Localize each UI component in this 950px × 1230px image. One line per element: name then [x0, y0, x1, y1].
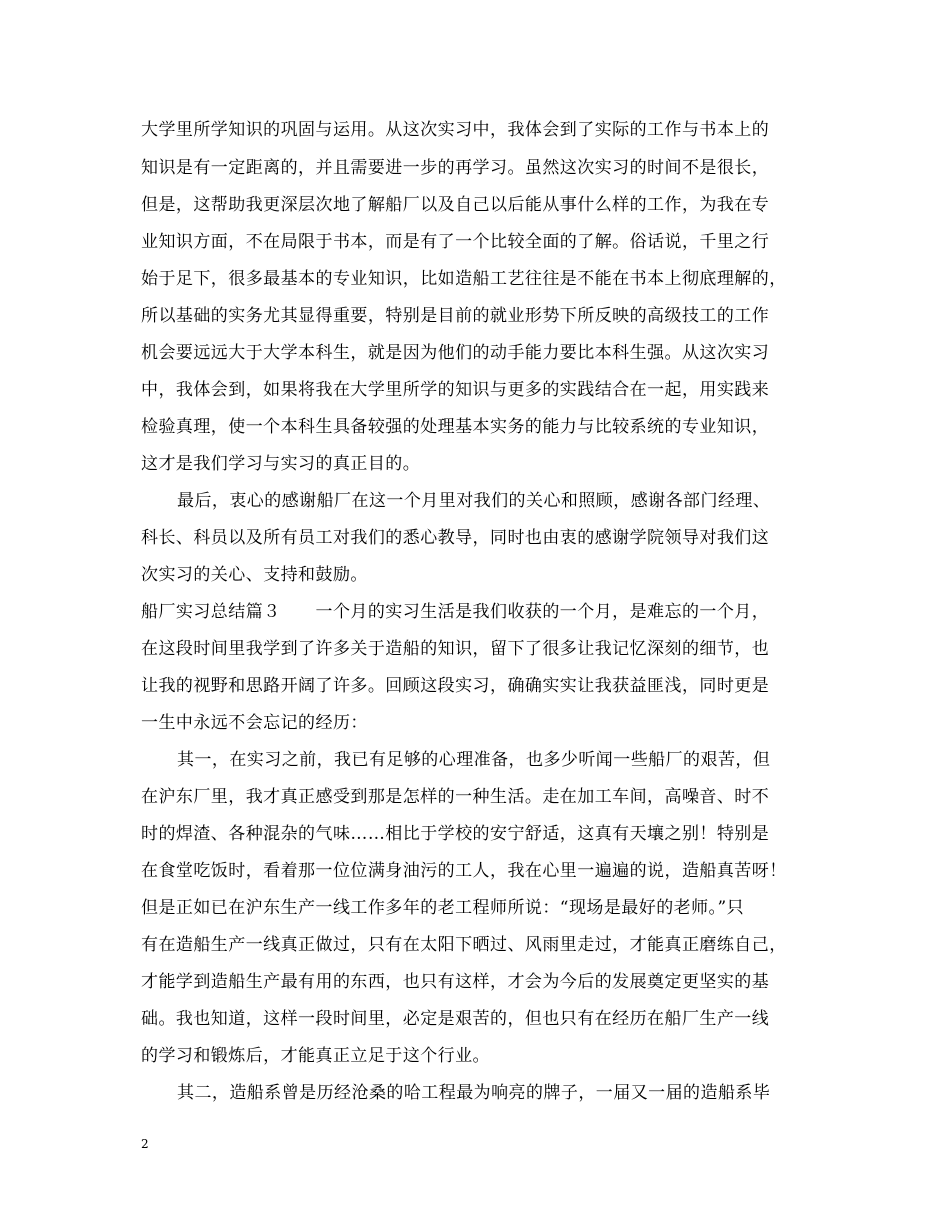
text-line: 知识是有一定距离的，并且需要进一步的再学习。虽然这次实习的时间不是很长，	[141, 158, 770, 178]
text-line: 础。我也知道，这样一段时间里，必定是艰苦的，但也只有在经历在船厂生产一线	[141, 1009, 770, 1029]
text-line: 科长、科员以及所有员工对我们的悉心教导，同时也由衷的感谢学院领导对我们这	[141, 528, 770, 548]
text-line: 机会要远远大于大学本科生，就是因为他们的动手能力要比本科生强。从这次实习	[141, 343, 770, 363]
page-number: 2	[141, 1137, 149, 1151]
text-line: 中，我体会到，如果将我在大学里所学的知识与更多的实践结合在一起，用实践来	[141, 380, 770, 400]
text-line: 大学里所学知识的巩固与运用。从这次实习中，我体会到了实际的工作与书本上的	[141, 120, 770, 140]
text-line: 其二，造船系曾是历经沧桑的哈工程最为响亮的牌子，一届又一届的造船系毕	[177, 1083, 771, 1103]
text-line: 始于足下，很多最基本的专业知识，比如造船工艺往往是不能在书本上彻底理解的，	[141, 269, 787, 289]
text-line: 检验真理，使一个本科生具备较强的处理基本实务的能力与比较系统的专业知识，	[141, 417, 770, 437]
text-line: 次实习的关心、支持和鼓励。	[141, 565, 368, 585]
text-line: 其一，在实习之前，我已有足够的心理准备，也多少听闻一些船厂的艰苦，但	[177, 750, 771, 770]
text-line: 才能学到造船生产最有用的东西，也只有这样，才会为今后的发展奠定更坚实的基	[141, 972, 770, 992]
text-line: 这才是我们学习与实习的真正目的。	[141, 454, 421, 474]
section-heading-line: 船厂实习总结篇３ 一个月的实习生活是我们收获的一个月，是难忘的一个月，	[141, 602, 770, 622]
text-line: 有在造船生产一线真正做过，只有在太阳下晒过、风雨里走过，才能真正磨练自己，	[141, 935, 787, 955]
text-line: 一生中永远不会忘记的经历：	[141, 713, 368, 733]
text-line: 在沪东厂里，我才真正感受到那是怎样的一种生活。走在加工车间，高噪音、时不	[141, 787, 770, 807]
text-line: 但是正如已在沪东生产一线工作多年的老工程师所说：“现场是最好的老师。”只	[141, 898, 745, 918]
text-line: 在食堂吃饭时，看着那一位位满身油污的工人，我在心里一遍遍的说，造船真苦呀！	[141, 861, 787, 881]
text-line: 在这段时间里我学到了许多关于造船的知识，留下了很多让我记忆深刻的细节，也	[141, 639, 770, 659]
text-line: 但是，这帮助我更深层次地了解船厂以及自己以后能从事什么样的工作，为我在专	[141, 195, 770, 215]
text-line: 时的焊渣、各种混杂的气味……相比于学校的安宁舒适，这真有天壤之别！特别是	[141, 824, 770, 844]
text-line: 最后，衷心的感谢船厂在这一个月里对我们的关心和照顾，感谢各部门经理、	[177, 491, 771, 511]
text-line: 让我的视野和思路开阔了许多。回顾这段实习，确确实实让我获益匪浅，同时更是	[141, 676, 770, 696]
text-line: 的学习和锻炼后，才能真正立足于这个行业。	[141, 1046, 490, 1066]
text-line: 业知识方面，不在局限于书本，而是有了一个比较全面的了解。俗话说，千里之行	[141, 232, 770, 252]
text-line: 所以基础的实务尤其显得重要，特别是目前的就业形势下所反映的高级技工的工作	[141, 306, 770, 326]
